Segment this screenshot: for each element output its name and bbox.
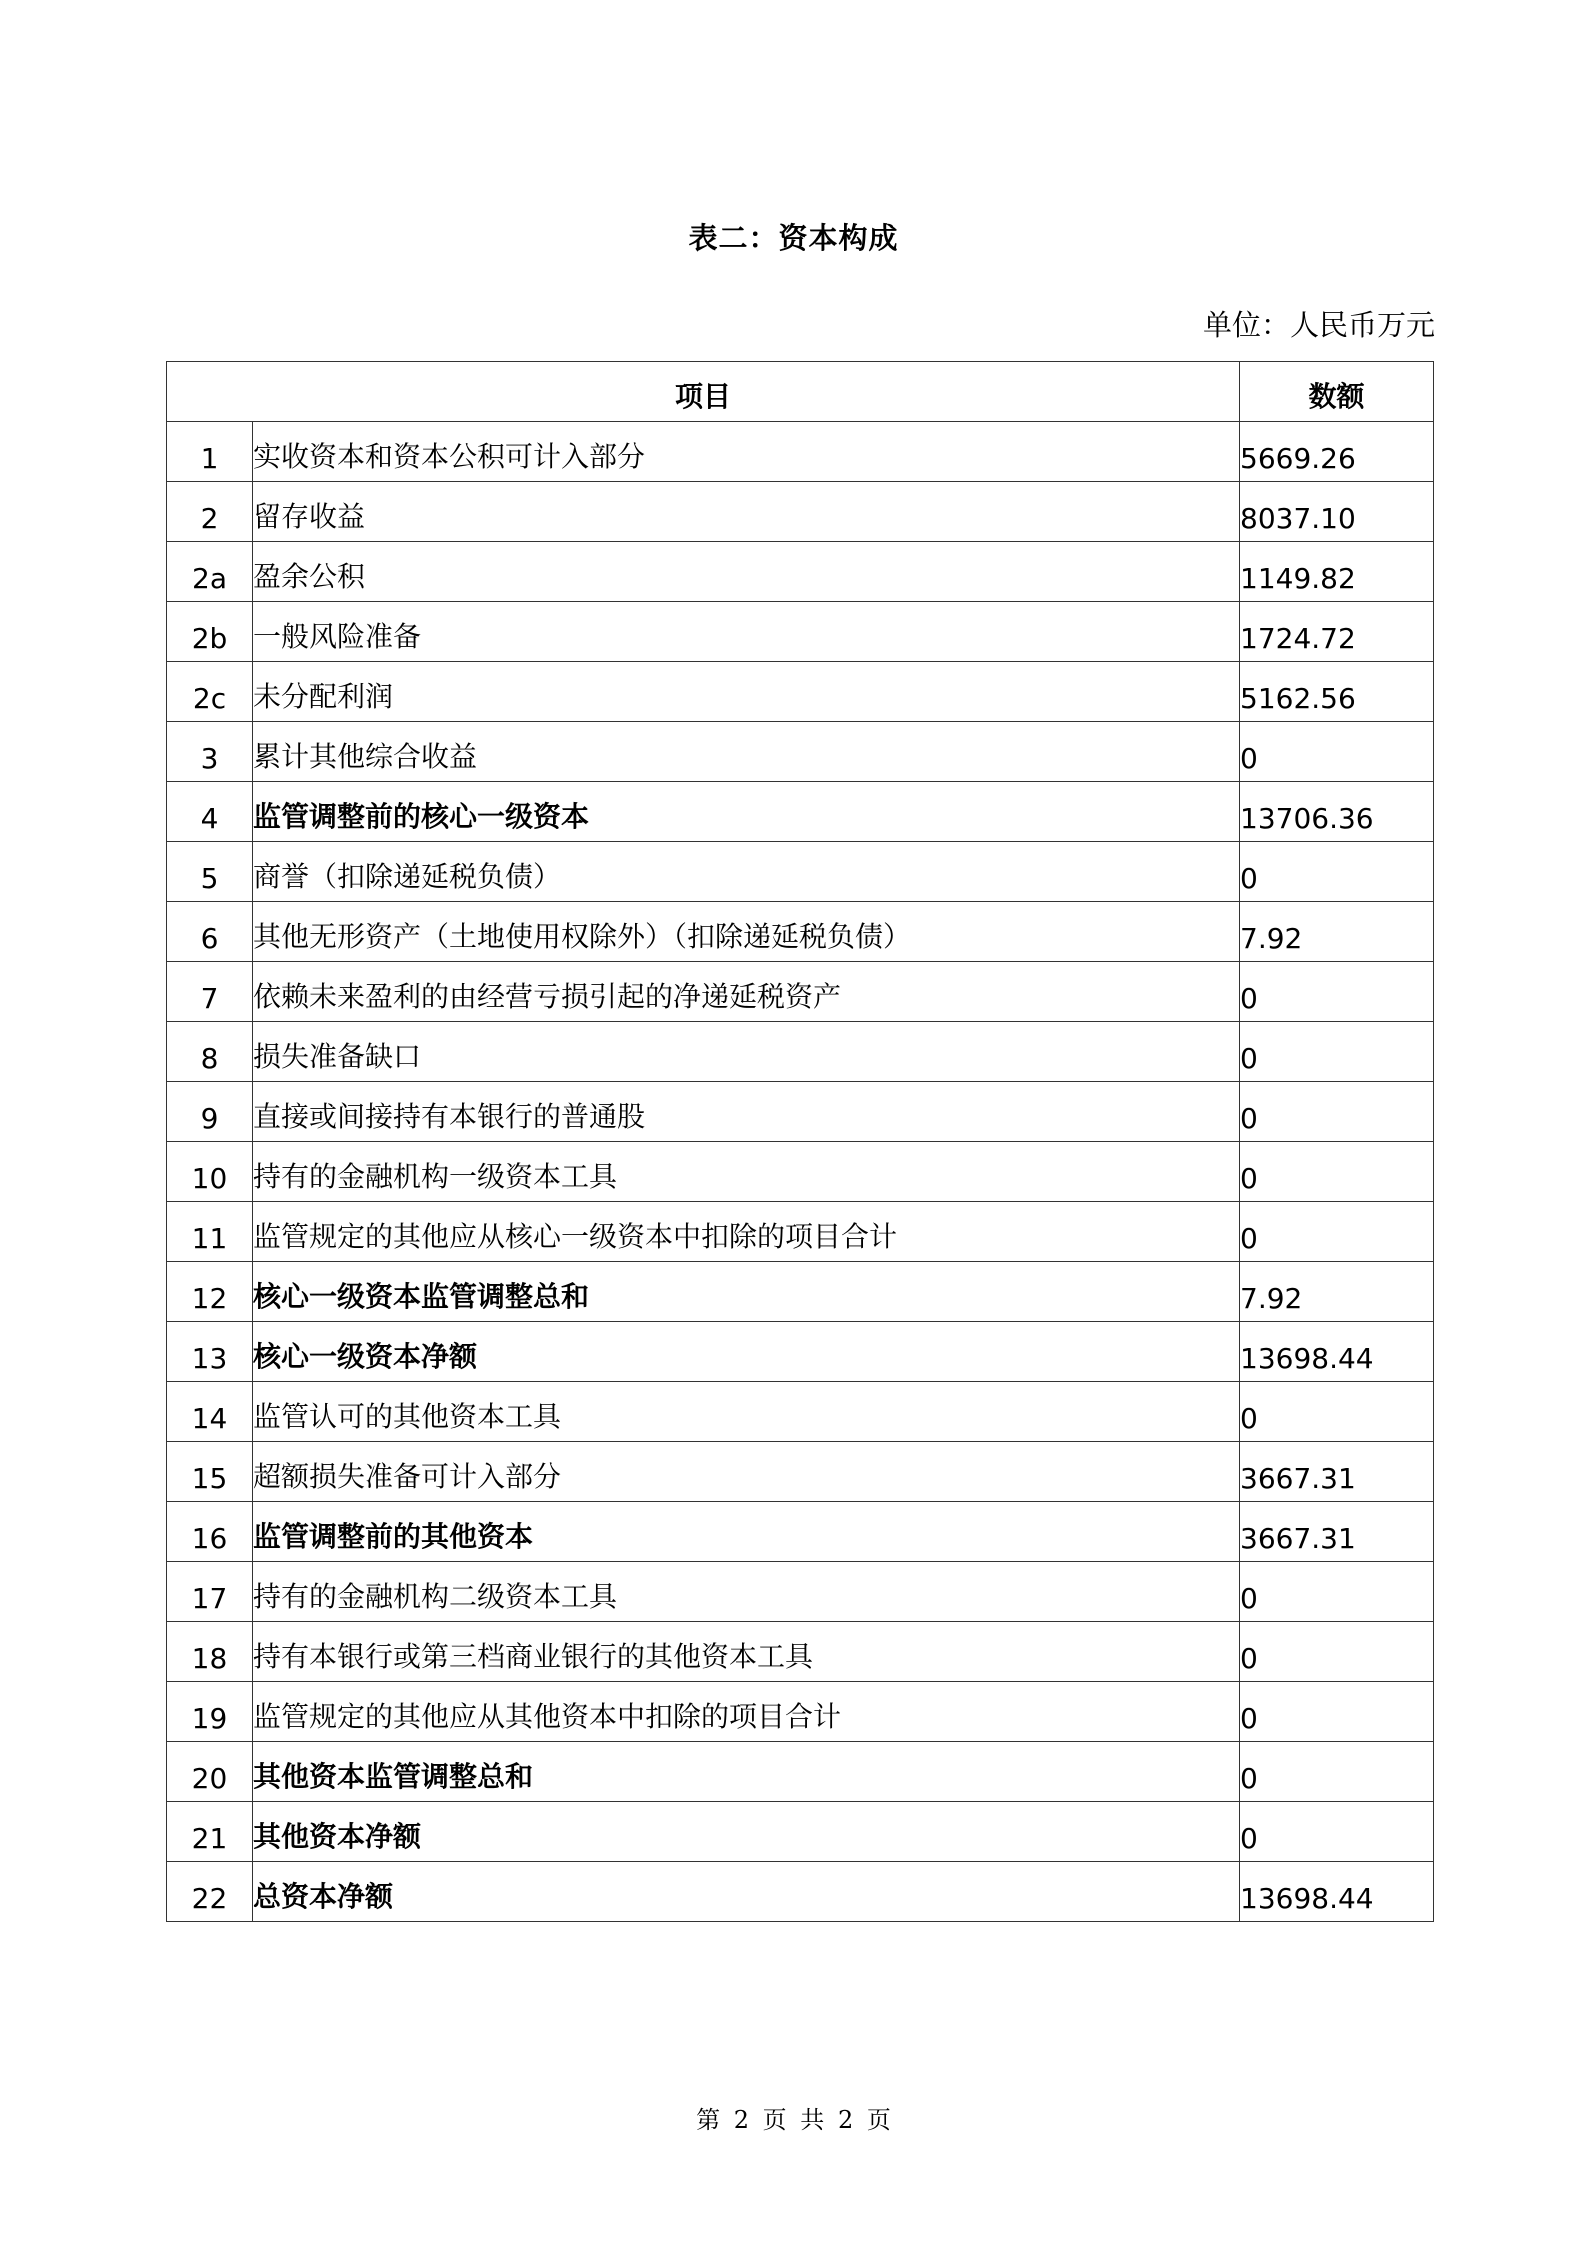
row-amount: 5162.56 bbox=[1240, 662, 1434, 722]
row-item: 未分配利润 bbox=[253, 662, 1240, 722]
row-item: 其他资本净额 bbox=[253, 1802, 1240, 1862]
row-number: 22 bbox=[167, 1862, 253, 1922]
unit-label: 单位：人民币万元 bbox=[1202, 308, 1435, 342]
row-number: 19 bbox=[167, 1682, 253, 1742]
row-number: 15 bbox=[167, 1442, 253, 1502]
capital-composition-table bbox=[166, 361, 1434, 1922]
row-amount: 8037.10 bbox=[1240, 482, 1434, 542]
row-amount: 0 bbox=[1240, 962, 1434, 1022]
row-number: 20 bbox=[167, 1742, 253, 1802]
row-item: 留存收益 bbox=[253, 482, 1240, 542]
table-header-row bbox=[167, 362, 1434, 422]
row-item: 持有的金融机构二级资本工具 bbox=[253, 1562, 1240, 1622]
row-amount: 5669.26 bbox=[1240, 422, 1434, 482]
table-row bbox=[167, 1142, 1434, 1202]
row-item: 监管调整前的其他资本 bbox=[253, 1502, 1240, 1562]
row-item: 监管调整前的核心一级资本 bbox=[253, 782, 1240, 842]
table-row bbox=[167, 1742, 1434, 1802]
row-item: 直接或间接持有本银行的普通股 bbox=[253, 1082, 1240, 1142]
row-item: 累计其他综合收益 bbox=[253, 722, 1240, 782]
row-number: 2c bbox=[167, 662, 253, 722]
row-amount: 13706.36 bbox=[1240, 782, 1434, 842]
row-item: 其他资本监管调整总和 bbox=[253, 1742, 1240, 1802]
row-amount: 1724.72 bbox=[1240, 602, 1434, 662]
row-number: 6 bbox=[167, 902, 253, 962]
table-row bbox=[167, 1082, 1434, 1142]
row-item: 实收资本和资本公积可计入部分 bbox=[253, 422, 1240, 482]
table-row bbox=[167, 422, 1434, 482]
row-item: 监管规定的其他应从其他资本中扣除的项目合计 bbox=[253, 1682, 1240, 1742]
row-item: 损失准备缺口 bbox=[253, 1022, 1240, 1082]
row-number: 21 bbox=[167, 1802, 253, 1862]
row-number: 16 bbox=[167, 1502, 253, 1562]
row-number: 1 bbox=[167, 422, 253, 482]
row-item: 监管规定的其他应从核心一级资本中扣除的项目合计 bbox=[253, 1202, 1240, 1262]
table-row bbox=[167, 902, 1434, 962]
row-amount: 3667.31 bbox=[1240, 1442, 1434, 1502]
table-row bbox=[167, 1442, 1434, 1502]
row-amount: 0 bbox=[1240, 1022, 1434, 1082]
row-number: 2 bbox=[167, 482, 253, 542]
row-item: 核心一级资本净额 bbox=[253, 1322, 1240, 1382]
table-row bbox=[167, 1022, 1434, 1082]
row-item: 其他无形资产（土地使用权除外）（扣除递延税负债） bbox=[253, 902, 1240, 962]
row-number: 8 bbox=[167, 1022, 253, 1082]
row-number: 5 bbox=[167, 842, 253, 902]
row-amount: 0 bbox=[1240, 1742, 1434, 1802]
row-amount: 0 bbox=[1240, 1382, 1434, 1442]
row-amount: 0 bbox=[1240, 1682, 1434, 1742]
header-item: 项目 bbox=[167, 362, 1240, 422]
row-number: 4 bbox=[167, 782, 253, 842]
row-number: 12 bbox=[167, 1262, 253, 1322]
table-row bbox=[167, 662, 1434, 722]
row-number: 10 bbox=[167, 1142, 253, 1202]
table-row bbox=[167, 962, 1434, 1022]
table-row bbox=[167, 722, 1434, 782]
row-number: 9 bbox=[167, 1082, 253, 1142]
row-item: 一般风险准备 bbox=[253, 602, 1240, 662]
row-amount: 0 bbox=[1240, 842, 1434, 902]
row-amount: 0 bbox=[1240, 1562, 1434, 1622]
table-row bbox=[167, 1502, 1434, 1562]
table-row bbox=[167, 1682, 1434, 1742]
table-body bbox=[167, 422, 1434, 1922]
table-row bbox=[167, 1562, 1434, 1622]
table-row bbox=[167, 1322, 1434, 1382]
table-row bbox=[167, 1202, 1434, 1262]
row-amount: 0 bbox=[1240, 1622, 1434, 1682]
row-item: 商誉（扣除递延税负债） bbox=[253, 842, 1240, 902]
row-amount: 13698.44 bbox=[1240, 1862, 1434, 1922]
row-amount: 0 bbox=[1240, 1142, 1434, 1202]
row-number: 2b bbox=[167, 602, 253, 662]
table-row bbox=[167, 842, 1434, 902]
table-row bbox=[167, 1382, 1434, 1442]
row-number: 7 bbox=[167, 962, 253, 1022]
row-amount: 0 bbox=[1240, 1082, 1434, 1142]
table-row bbox=[167, 1862, 1434, 1922]
row-number: 13 bbox=[167, 1322, 253, 1382]
table-row bbox=[167, 1802, 1434, 1862]
table-row bbox=[167, 1622, 1434, 1682]
page-title: 表二：资本构成 bbox=[688, 221, 899, 255]
row-number: 11 bbox=[167, 1202, 253, 1262]
table-row bbox=[167, 542, 1434, 602]
row-amount: 3667.31 bbox=[1240, 1502, 1434, 1562]
row-item: 持有本银行或第三档商业银行的其他资本工具 bbox=[253, 1622, 1240, 1682]
table-row bbox=[167, 602, 1434, 662]
row-item: 依赖未来盈利的由经营亏损引起的净递延税资产 bbox=[253, 962, 1240, 1022]
row-amount: 7.92 bbox=[1240, 902, 1434, 962]
row-number: 2a bbox=[167, 542, 253, 602]
row-number: 3 bbox=[167, 722, 253, 782]
header-amount: 数额 bbox=[1240, 362, 1434, 422]
table-row bbox=[167, 1262, 1434, 1322]
row-item: 持有的金融机构一级资本工具 bbox=[253, 1142, 1240, 1202]
row-item: 超额损失准备可计入部分 bbox=[253, 1442, 1240, 1502]
row-item: 监管认可的其他资本工具 bbox=[253, 1382, 1240, 1442]
row-item: 盈余公积 bbox=[253, 542, 1240, 602]
row-number: 14 bbox=[167, 1382, 253, 1442]
table-row bbox=[167, 782, 1434, 842]
row-amount: 7.92 bbox=[1240, 1262, 1434, 1322]
page-footer: 第 2 页 共 2 页 bbox=[696, 2106, 891, 2134]
row-number: 18 bbox=[167, 1622, 253, 1682]
row-number: 17 bbox=[167, 1562, 253, 1622]
row-amount: 13698.44 bbox=[1240, 1322, 1434, 1382]
row-amount: 0 bbox=[1240, 1802, 1434, 1862]
row-amount: 0 bbox=[1240, 722, 1434, 782]
row-item: 总资本净额 bbox=[253, 1862, 1240, 1922]
table-row bbox=[167, 482, 1434, 542]
row-amount: 0 bbox=[1240, 1202, 1434, 1262]
row-amount: 1149.82 bbox=[1240, 542, 1434, 602]
row-item: 核心一级资本监管调整总和 bbox=[253, 1262, 1240, 1322]
